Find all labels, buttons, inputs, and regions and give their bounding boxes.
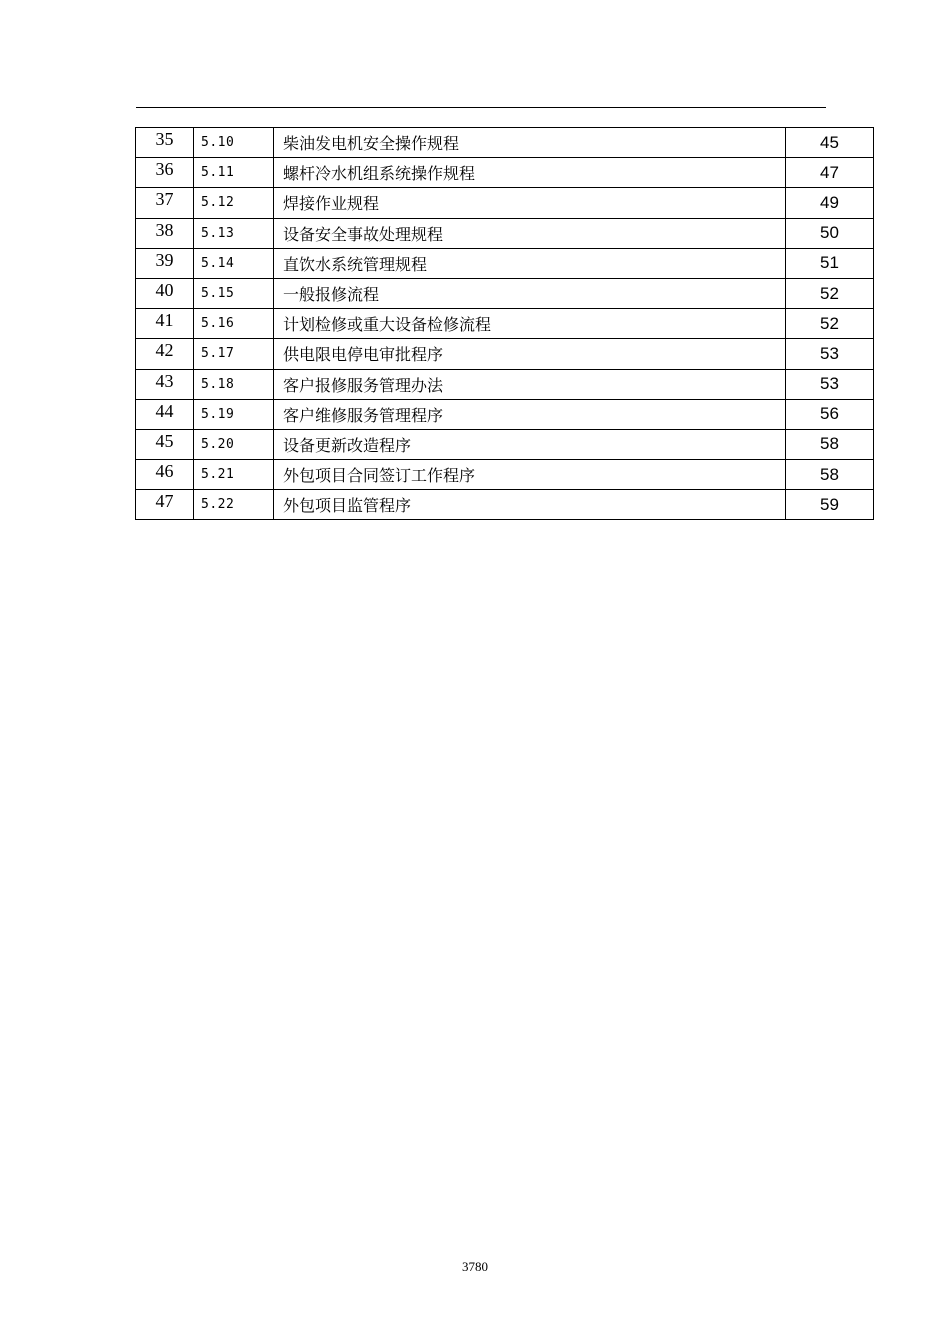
toc-row-page: 50 (786, 218, 874, 248)
toc-row-section: 5.17 (194, 339, 274, 369)
toc-row-title: 计划检修或重大设备检修流程 (274, 309, 786, 339)
page-number: 3780 (462, 1259, 488, 1274)
toc-row-title: 一般报修流程 (274, 278, 786, 308)
toc-row-title: 客户维修服务管理程序 (274, 399, 786, 429)
toc-row-number (136, 399, 194, 429)
toc-row-number-text: 45 (155, 430, 174, 451)
toc-row-page: 53 (786, 339, 874, 369)
toc-row-page: 45 (786, 128, 874, 158)
toc-row-number-text: 42 (155, 340, 174, 361)
toc-row-number (136, 188, 194, 218)
toc-row-number (136, 490, 194, 520)
toc-row-page: 51 (786, 248, 874, 278)
toc-row-number (136, 278, 194, 308)
toc-row (136, 369, 874, 399)
toc-row-number-text: 38 (155, 219, 174, 240)
toc-body (136, 128, 874, 520)
toc-row-number-text: 46 (155, 461, 174, 482)
toc-row-title: 焊接作业规程 (274, 188, 786, 218)
toc-row (136, 158, 874, 188)
toc-row-number (136, 218, 194, 248)
toc-row (136, 339, 874, 369)
toc-row (136, 248, 874, 278)
toc-row-number (136, 429, 194, 459)
toc-row-section: 5.22 (194, 490, 274, 520)
header-rule (136, 107, 826, 108)
toc-row-number (136, 158, 194, 188)
toc-row-number-text: 47 (155, 491, 174, 512)
toc-row-number-text: 36 (155, 159, 174, 180)
toc-row-section: 5.15 (194, 278, 274, 308)
toc-row-page: 52 (786, 278, 874, 308)
toc-row-number (136, 369, 194, 399)
toc-row-number-text: 43 (155, 370, 174, 391)
toc-row-number-text: 41 (155, 310, 174, 331)
toc-row-title: 外包项目合同签订工作程序 (274, 460, 786, 490)
toc-table (135, 127, 874, 520)
toc-row (136, 218, 874, 248)
toc-row-section: 5.12 (194, 188, 274, 218)
toc-row-title: 直饮水系统管理规程 (274, 248, 786, 278)
toc-row-page: 52 (786, 309, 874, 339)
toc-row-number (136, 460, 194, 490)
toc-row-section: 5.21 (194, 460, 274, 490)
toc-row-title: 设备安全事故处理规程 (274, 218, 786, 248)
toc-row-title: 螺杆冷水机组系统操作规程 (274, 158, 786, 188)
toc-row-title: 柴油发电机安全操作规程 (274, 128, 786, 158)
toc-row-page: 59 (786, 490, 874, 520)
toc-row-page: 56 (786, 399, 874, 429)
toc-row (136, 460, 874, 490)
toc-row-page: 47 (786, 158, 874, 188)
toc-row (136, 399, 874, 429)
toc-row-page: 58 (786, 429, 874, 459)
toc-row-title: 设备更新改造程序 (274, 429, 786, 459)
toc-row-section: 5.20 (194, 429, 274, 459)
toc-row (136, 278, 874, 308)
toc-row (136, 188, 874, 218)
toc-row-section: 5.13 (194, 218, 274, 248)
toc-row-section: 5.10 (194, 128, 274, 158)
toc-row-page: 58 (786, 460, 874, 490)
toc-row-number-text: 39 (155, 249, 174, 270)
toc-row-number-text: 40 (155, 280, 174, 301)
toc-row-number-text: 37 (155, 189, 174, 210)
toc-row-number (136, 309, 194, 339)
toc-row-number-text: 35 (155, 129, 174, 150)
toc-row (136, 490, 874, 520)
toc-row (136, 309, 874, 339)
toc-row-page: 49 (786, 188, 874, 218)
toc-row-title: 客户报修服务管理办法 (274, 369, 786, 399)
toc-row-section: 5.18 (194, 369, 274, 399)
toc-row (136, 429, 874, 459)
toc-row-number-text: 44 (155, 400, 174, 421)
toc-row-section: 5.16 (194, 309, 274, 339)
toc-row-title: 供电限电停电审批程序 (274, 339, 786, 369)
toc-row-section: 5.19 (194, 399, 274, 429)
toc-row-title: 外包项目监管程序 (274, 490, 786, 520)
toc-row-section: 5.11 (194, 158, 274, 188)
toc-row-number (136, 128, 194, 158)
toc-row-section: 5.14 (194, 248, 274, 278)
toc-row-page: 53 (786, 369, 874, 399)
toc-row (136, 128, 874, 158)
toc-row-number (136, 248, 194, 278)
toc-row-number (136, 339, 194, 369)
